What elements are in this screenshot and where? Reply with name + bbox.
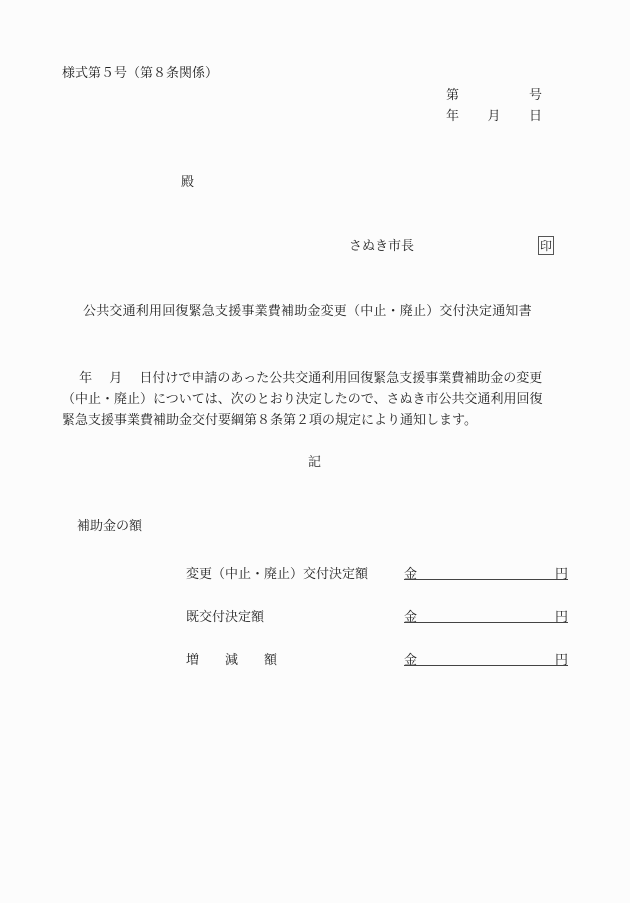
amount-field[interactable]: [404, 606, 568, 623]
amount-field[interactable]: [404, 563, 568, 580]
amount-label: 既交付決定額: [186, 610, 265, 625]
amount-prefix: 金: [404, 653, 418, 668]
amount-row-existing: [186, 606, 568, 625]
amount-suffix: 円: [554, 653, 568, 668]
amount-heading: 補助金の額: [77, 519, 143, 534]
amount-prefix: 金: [404, 567, 418, 582]
amount-row-change: [186, 563, 568, 582]
amount-label: 変更（中止・廃止）交付決定額: [186, 567, 369, 582]
amount-label: 増 減 額: [186, 653, 278, 668]
date-month: 月: [487, 109, 501, 124]
document-date-line: [446, 110, 542, 123]
date-year: 年: [446, 109, 460, 124]
ki-heading: 記: [308, 455, 322, 470]
document-title: 公共交通利用回復緊急支援事業費補助金変更（中止・廃止）交付決定通知書: [83, 304, 532, 319]
date-day: 日: [528, 109, 542, 124]
amount-suffix: 円: [554, 610, 568, 625]
amount-field[interactable]: [404, 649, 568, 666]
amount-suffix: 円: [554, 567, 568, 582]
number-suffix: 号: [528, 88, 542, 103]
amount-row-difference: [186, 649, 568, 668]
body-line: 年 月 日付けで申請のあった公共交通利用回復緊急支援事業費補助金の変更: [62, 371, 543, 386]
addressee-suffix: 殿: [181, 175, 195, 190]
document-number-line: [446, 89, 542, 102]
amount-prefix: 金: [404, 610, 418, 625]
issuer-name: さぬき市長: [349, 239, 415, 254]
body-line: （中止・廃止）については、次のとおり決定したので、さぬき市公共交通利用回復: [62, 392, 543, 407]
seal-mark: 印: [538, 236, 554, 255]
form-label: 様式第５号（第８条関係）: [62, 66, 219, 81]
number-prefix: 第: [446, 88, 460, 103]
body-paragraph: [62, 368, 582, 431]
body-line: 緊急支援事業費補助金交付要綱第８条第２項の規定により通知します。: [62, 413, 477, 428]
